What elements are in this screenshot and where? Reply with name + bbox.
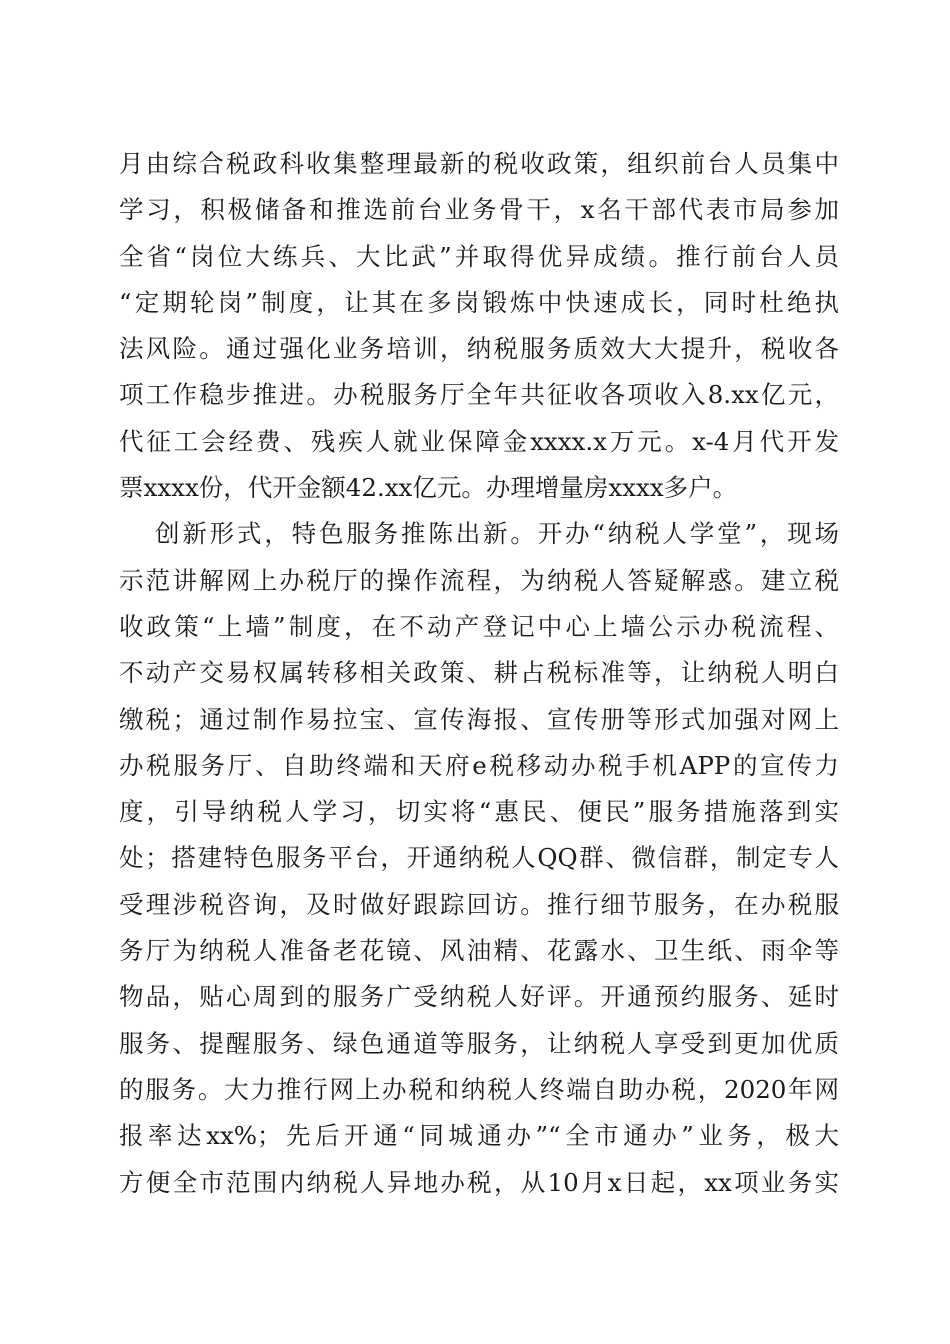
paragraph-line: 创新形式，特色服务推陈出新。开办“纳税人学堂”，现场 [155, 519, 839, 549]
paragraph-line: 代征工会经费、残疾人就业保障金xxxx.x万元。x-4月代开发 [119, 426, 839, 456]
paragraph-2 [119, 511, 839, 1205]
paragraph-line: 不动产交易权属转移相关政策、耕占税标准等，让纳税人明白 [119, 658, 839, 688]
paragraph-line: 收政策“上墙”制度，在不动产登记中心上墙公示办税流程、 [119, 611, 839, 641]
body-text [119, 141, 839, 1206]
paragraph-line: “定期轮岗”制度，让其在多岗锻炼中快速成长，同时杜绝执 [119, 287, 839, 317]
paragraph-line: 月由综合税政科收集整理最新的税收政策，组织前台人员集中 [119, 149, 839, 178]
paragraph-line: 示范讲解网上办税厅的操作流程，为纳税人答疑解惑。建立税 [119, 565, 839, 595]
paragraph-line: 缴税；通过制作易拉宝、宣传海报、宣传册等形式加强对网上 [119, 704, 839, 734]
paragraph-line: 办税服务厅、自助终端和天府e税移动办税手机APP的宣传力 [119, 750, 839, 780]
paragraph-1 [119, 141, 839, 511]
paragraph-line: 法风险。通过强化业务培训，纳税服务质效大大提升，税收各 [119, 334, 839, 364]
paragraph-line: 报率达xx%；先后开通“同城通办”“全市通办”业务，极大 [119, 1121, 839, 1151]
paragraph-line: 度，引导纳税人学习，切实将“惠民、便民”服务措施落到实 [119, 797, 839, 827]
paragraph-line: 方便全市范围内纳税人异地办税，从10月x日起，xx项业务实 [119, 1167, 839, 1197]
paragraph-line: 处；搭建特色服务平台，开通纳税人QQ群、微信群，制定专人 [119, 843, 839, 873]
paragraph-line: 的服务。大力推行网上办税和纳税人终端自助办税，2020年网 [119, 1074, 839, 1104]
paragraph-line: 学习，积极储备和推选前台业务骨干，x名干部代表市局参加 [119, 195, 839, 225]
paragraph-line: 项工作稳步推进。办税服务厅全年共征收各项收入8.xx亿元， [119, 380, 839, 410]
paragraph-line: 务厅为纳税人准备老花镜、风油精、花露水、卫生纸、雨伞等 [119, 936, 839, 966]
paragraph-line: 全省“岗位大练兵、大比武”并取得优异成绩。推行前台人员 [119, 241, 839, 271]
paragraph-line: 物品，贴心周到的服务广受纳税人好评。开通预约服务、延时 [119, 982, 839, 1012]
paragraph-line: 服务、提醒服务、绿色通道等服务，让纳税人享受到更加优质 [119, 1028, 839, 1058]
paragraph-line: 受理涉税咨询，及时做好跟踪回访。推行细节服务，在办税服 [119, 889, 839, 919]
paragraph-line: 票xxxx份，代开金额42.xx亿元。办理增量房xxxx多户。 [119, 473, 738, 503]
